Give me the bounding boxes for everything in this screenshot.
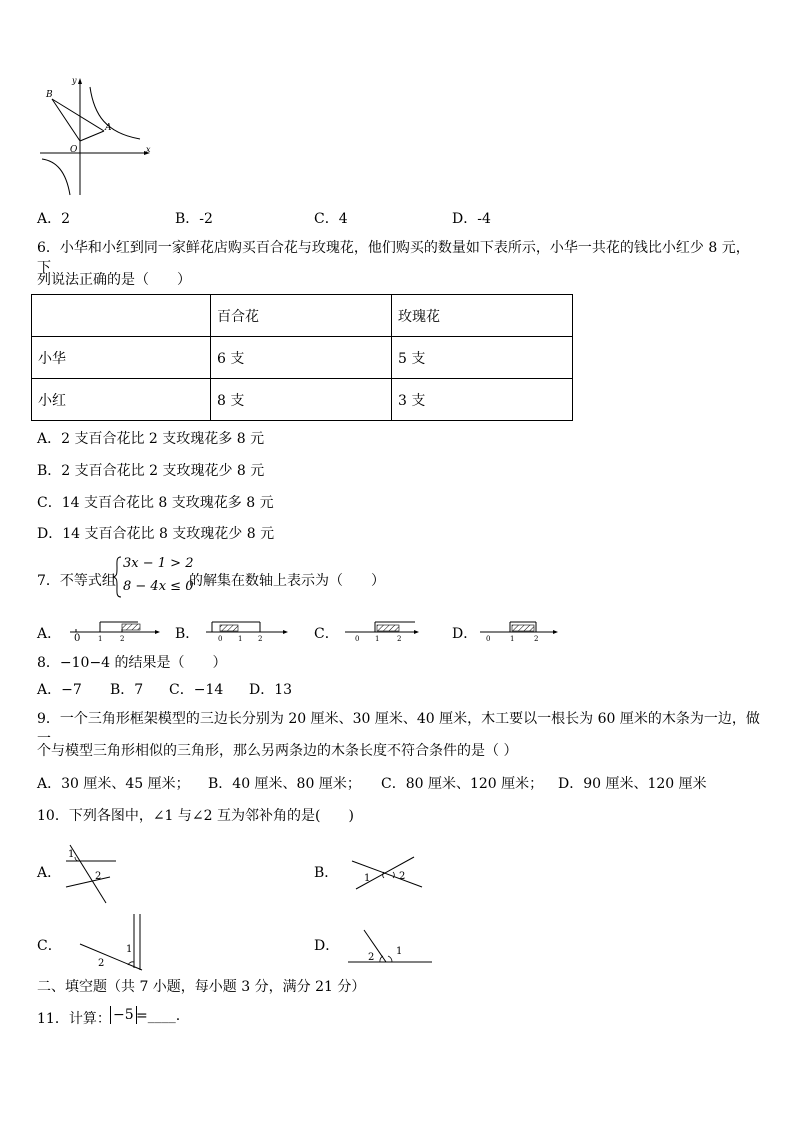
tick-label: 1 <box>375 635 380 643</box>
q9-option-d: D．90 厘米、120 厘米 <box>558 776 707 792</box>
q11-suffix: =____. <box>136 1008 181 1024</box>
q9-option-a: A．30 厘米、45 厘米； <box>37 776 190 792</box>
q7-option-a: A． <box>37 626 62 642</box>
tick-label: 1 <box>238 635 243 643</box>
q5-label-x: x <box>146 145 151 154</box>
q10-option-d: D． <box>314 938 340 954</box>
angle-label: 2 <box>368 952 375 963</box>
q6-stem-line1: 6．小华和小红到同一家鲜花店购买百合花与玫瑰花，他们购买的数量如下表所示，小华一共花的钱比小红少 8 元，下 <box>37 240 750 276</box>
q5-label-o: O <box>70 145 78 155</box>
q8-option-b: B．7 <box>110 682 144 698</box>
q9-option-c: C．80 厘米、120 厘米； <box>381 776 544 792</box>
angle-label: 1 <box>396 946 403 957</box>
q8-option-a: A．−7 <box>37 682 82 698</box>
table-cell <box>32 295 211 337</box>
angle-label: 1 <box>126 944 133 955</box>
q5-label-b: B <box>46 90 53 100</box>
q7-numberline-b <box>206 618 290 642</box>
table-cell: 6 支 <box>211 337 392 379</box>
q10-figure-d <box>346 928 436 966</box>
q6-option-a: A．2 支百合花比 2 支玫瑰花多 8 元 <box>37 431 265 447</box>
q6-option-d: D．14 支百合花比 8 支玫瑰花少 8 元 <box>37 526 275 542</box>
tick-label: 1 <box>98 635 103 643</box>
angle-label: 1 <box>364 873 371 884</box>
q7-numberline-d <box>480 618 560 642</box>
q7-inequality-2: 8 − 4x ≤ 0 <box>123 579 194 594</box>
q6-option-c: C．14 支百合花比 8 支玫瑰花多 8 元 <box>37 495 274 511</box>
q5-label-y: y <box>72 76 77 85</box>
table-cell: 小红 <box>32 379 211 421</box>
table-cell: 玫瑰花 <box>392 295 573 337</box>
table-row <box>32 295 573 337</box>
tick-label: 0 <box>355 635 360 643</box>
angle-label: 1 <box>68 849 75 860</box>
q7-brace <box>112 556 122 598</box>
q7-numberline-a <box>70 618 162 642</box>
q7-option-c: C． <box>314 626 339 642</box>
q6-table <box>31 294 573 421</box>
q11-expression <box>110 1006 137 1024</box>
angle-label: 2 <box>399 871 406 882</box>
q10-figure-a <box>62 843 120 905</box>
tick-label: 1 <box>510 635 515 643</box>
section2-title: 二、填空题（共 7 小题，每小题 3 分，满分 21 分） <box>37 979 366 995</box>
q5-graph <box>36 75 156 200</box>
q10-option-c: C． <box>37 938 62 954</box>
q5-option-a: A．2 <box>37 211 71 227</box>
q9-option-b: B．40 厘米、80 厘米； <box>208 776 361 792</box>
q5-option-d: D．-4 <box>452 211 491 227</box>
q6-option-b: B．2 支百合花比 2 支玫瑰花少 8 元 <box>37 463 265 479</box>
table-cell: 小华 <box>32 337 211 379</box>
tick-label: 2 <box>397 635 402 643</box>
tick-label: 0 <box>486 635 491 643</box>
q7-inequality-1: 3x − 1 > 2 <box>123 556 194 571</box>
q10-option-a: A． <box>37 865 62 881</box>
q5-label-a: A <box>105 123 112 133</box>
q7-suffix: 的解集在数轴上表示为（ ） <box>189 573 385 589</box>
tick-label: 0 <box>218 635 223 643</box>
table-cell: 百合花 <box>211 295 392 337</box>
table-row <box>32 379 573 421</box>
tick-label: 2 <box>534 635 539 643</box>
q8-stem: 8．−10−4 的结果是（ ） <box>37 655 227 671</box>
q10-stem: 10．下列各图中，∠1 与∠2 互为邻补角的是( ) <box>37 808 354 824</box>
q7-numberline-c <box>345 618 421 642</box>
q10-figure-b <box>350 855 426 891</box>
q8-option-c: C．−14 <box>169 682 224 698</box>
q9-stem-line2: 个与模型三角形相似的三角形，那么另两条边的木条长度不符合条件的是（ ） <box>37 743 518 759</box>
q10-option-b: B． <box>314 865 339 881</box>
table-row <box>32 337 573 379</box>
q7-option-b: B． <box>175 626 200 642</box>
q7-prefix: 7．不等式组 <box>37 573 116 589</box>
angle-label: 2 <box>95 871 102 882</box>
q6-stem-line2: 列说法正确的是（ ） <box>37 272 191 288</box>
table-cell: 5 支 <box>392 337 573 379</box>
tick-label: 2 <box>258 635 263 643</box>
tick-label: 0 <box>74 633 81 644</box>
q11-prefix: 11．计算： <box>37 1011 111 1027</box>
abs-value: −5 <box>110 1006 137 1024</box>
q5-option-c: C．4 <box>314 211 348 227</box>
q9-stem-line1: 9．一个三角形框架模型的三边长分别为 20 厘米、30 厘米、40 厘米，木工要以一根长为 60 厘米的木条为一边，做一 <box>37 711 760 747</box>
angle-label: 2 <box>98 958 105 969</box>
table-cell: 8 支 <box>211 379 392 421</box>
q7-option-d: D． <box>452 626 478 642</box>
q5-option-b: B．-2 <box>175 211 213 227</box>
table-cell: 3 支 <box>392 379 573 421</box>
q8-option-d: D．13 <box>249 682 293 698</box>
tick-label: 2 <box>120 635 125 643</box>
q10-figure-c <box>78 912 150 972</box>
